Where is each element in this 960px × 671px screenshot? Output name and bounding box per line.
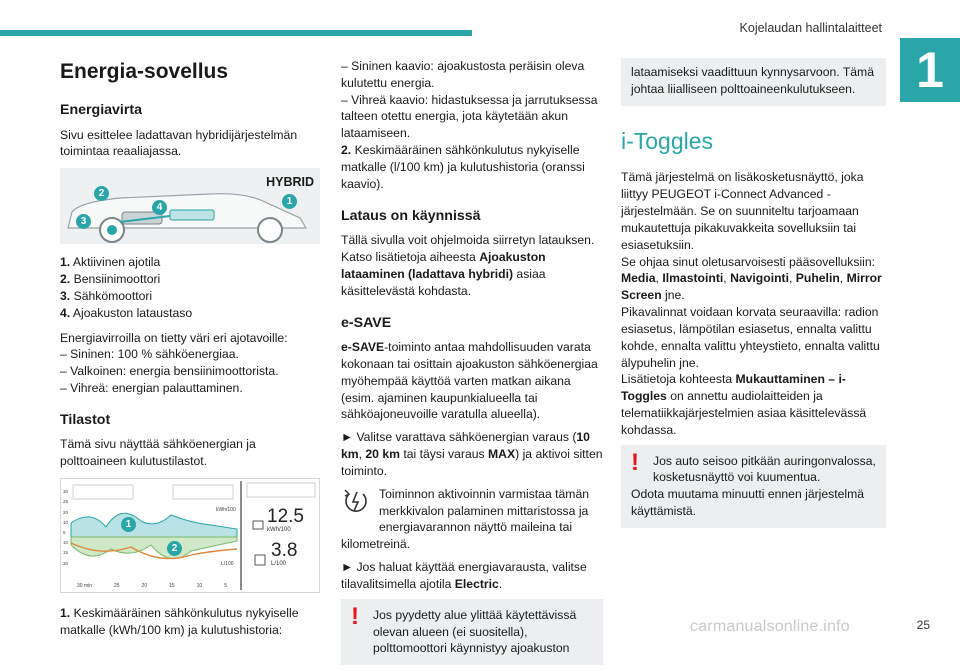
statistics-illustration: [60, 478, 320, 593]
header-accent-bar: [0, 30, 472, 36]
warning-icon: !: [631, 448, 639, 476]
esave-instruction: ► Valitse varattava sähköenergian varaus (10 km, 20 km tai täysi varaus MAX) ja aktivoi sitten toiminto.: [341, 430, 603, 478]
itoggles-text: Tämä järjestelmä on lisäkosketusnäyttö, joka liittyy PEUGEOT i-Connect Advanced -järjestelmään. Se on suunniteltu tarjoamaan mukautettuja pikakuvakkeita sovelluksiin tai esiasetuksiin. Se ohjaa sinut oletusarvoisesti pääsovelluksiin: Media, Ilmastointi, Navigointi, Puhelin, Mirror Screen jne. Pikavalinnat voidaan korvata seuraavilla: radion esiasetus, lämpötilan esiasetus, ennalta valittu kohde, ennalta valittu yhteystieto, ennalta valittu älypuhelin jne. Lisätietoja kohteesta Mukauttaminen – i-Toggles on annettu audiolaitteiden ja telematiikkajärjestelmien asiaa käsittelevässä kohdassa.: [621, 170, 882, 437]
consumption-graph: [61, 479, 319, 592]
unit-bottom: L/100: [221, 561, 234, 568]
lataus-text: Tällä sivulla voit ohjelmoida siirretyn latauksen. Katso lisätietoja aiheesta Ajoakuston lataaminen (ladattava hybridi) asiaa käsittelevästä kohdasta.: [341, 233, 595, 298]
hybrid-label: HYBRID: [266, 175, 314, 190]
watermark: carmanualsonline.info: [690, 617, 850, 635]
energiavirta-intro: Sivu esittelee ladattavan hybridijärjestelmän toimintaa reaaliajassa.: [60, 127, 298, 159]
esave-indicator-icon: [341, 486, 373, 520]
legend-item: 1. Aktiivinen ajotila: [60, 255, 161, 270]
graph-legend: – Sininen kaavio: ajoakustosta peräisin oleva kulutettu energia. – Vihreä kaavio: hidastuksessa ja jarrutuksessa talteen otettu energia, jota käytetään akun lataamiseen. 2. Keskimääräinen sähkönkulutus nykyiselle matkalle (l/100 km) ja kulutushistoria (oranssi kaavio).: [341, 59, 598, 191]
heading-lataus: Lataus on käynnissä: [341, 207, 481, 224]
running-header: Kojelaudan hallintalaitteet: [739, 21, 882, 35]
heading-energiavirta: Energiavirta: [60, 101, 143, 118]
marker-2: 2: [94, 186, 109, 201]
heading-tilastot: Tilastot: [60, 411, 111, 428]
stats-item-1: 1. Keskimääräinen sähkönkulutus nykyiselle matkalle (kWh/100 km) ja kulutushistoria:: [60, 606, 299, 637]
column-1: [60, 58, 320, 645]
legend-item: 2. Bensiinimoottori: [60, 272, 161, 287]
column-3: [621, 58, 886, 534]
warning-text: Jos pyydetty alue ylittää käytettävissä olevan alueen (ei suositella), polttomoottori käynnistyy ajoakuston: [373, 607, 577, 656]
esave-text: e-SAVE-toiminto antaa mahdollisuuden varata kokonaan tai osittain ajoakuston sähköenergiaa myöhempää käyttöä varten matkan aikana (esim. ajaminen kaupunkialueella tai sähköajoneuvoille varatulla alueella).: [341, 340, 598, 422]
x-axis-labels: 30 min 25 20 15 10 5: [77, 583, 227, 590]
legend-list: [60, 254, 320, 321]
heading-esave: e-SAVE: [341, 314, 392, 331]
hybrid-flow-illustration: [60, 168, 320, 244]
elec-value: 12.5: [267, 506, 304, 528]
marker-4: 4: [152, 200, 167, 215]
warning-box: [341, 599, 603, 665]
heat-warning-box: [621, 445, 886, 528]
section-title: Energia-sovellus: [60, 60, 229, 83]
legend-item: 4. Ajoakuston lataustaso: [60, 305, 193, 320]
elec-unit: kWh/100: [267, 527, 291, 534]
link-ajoakuston-lataaminen: Ajoakuston lataaminen (ladattava hybridi): [341, 250, 546, 281]
marker-1: 1: [282, 194, 297, 209]
esave-indicator-note: Toiminnon aktivoinnin varmistaa tämän merkkivalon palaminen mittaristossa ja energiavarannon näyttö maileina tai kilometreinä.: [341, 486, 589, 552]
warning-icon: !: [351, 602, 359, 630]
page-number: 25: [916, 618, 930, 633]
marker-2: 2: [167, 541, 182, 556]
fuel-value: 3.8: [271, 540, 298, 562]
esave-use-instruction: ► Jos haluat käyttää energiavarausta, valitse tilavalitsimella ajotila Electric.: [341, 560, 587, 591]
unit-top: kWh/100: [216, 507, 236, 514]
warning-box-continued: lataamiseksi vaadittuun kynnysarvoon. Tämä johtaa liialliseen polttoaineenkulutukseen.: [621, 58, 886, 106]
marker-3: 3: [76, 214, 91, 229]
y-axis-labels: 30 25 20 10 5 10 15 20: [63, 489, 69, 566]
marker-1: 1: [121, 517, 136, 532]
fuel-icon: [255, 555, 265, 565]
tilastot-intro: Tämä sivu näyttää sähköenergian ja polttoaineen kulutustilastot.: [60, 437, 256, 469]
warning-text-2: Odota muutama minuutti ennen järjestelmä käyttämistä.: [631, 487, 865, 519]
column-2: [341, 58, 603, 671]
chapter-tab: 1: [900, 38, 960, 102]
fuel-unit: L/100: [271, 561, 287, 568]
warning-text: Jos auto seisoo pitkään auringonvalossa, kosketusnäyttö voi kuumentua.: [653, 453, 876, 485]
battery-icon: [253, 521, 263, 529]
colors-intro: Energiavirroilla on tietty väri eri ajotavoille: – Sininen: 100 % sähköenergiaa. – Valkoinen: energia bensiinimoottorista. – Vihreä: energian palauttaminen.: [60, 330, 288, 396]
heading-itoggles: i-Toggles: [621, 127, 714, 154]
legend-item: 3. Sähkömoottori: [60, 288, 153, 303]
